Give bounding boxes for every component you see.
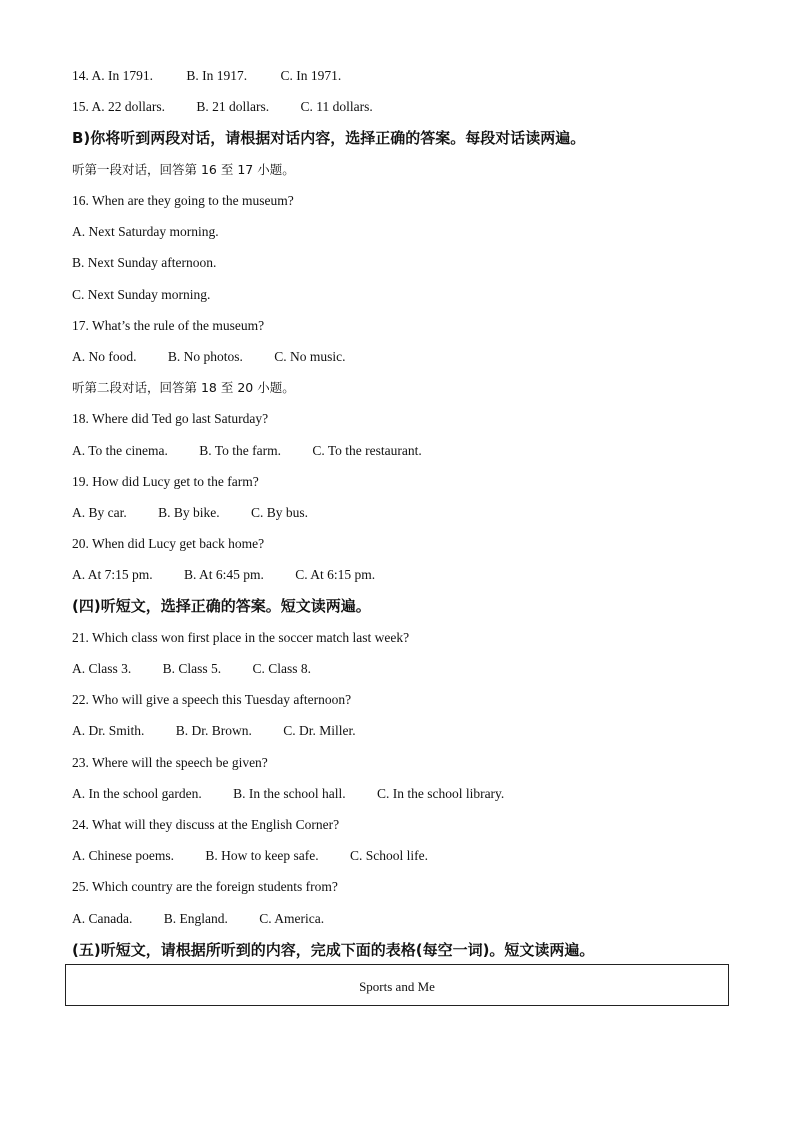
option-a: A. Chinese poems. — [72, 848, 174, 863]
question-text: 20. When did Lucy get back home? — [72, 536, 265, 551]
option-a: A. By car. — [72, 505, 127, 520]
question-options — [72, 442, 422, 460]
section-heading: (五)听短文，请根据所听到的内容，完成下面的表格(每空一词)。短文读两遍。 — [72, 941, 595, 959]
option-c: C. In the school library. — [376, 786, 505, 801]
dialogue-instruction: 听第一段对话，回答第 16 至 17 小题。 — [72, 162, 295, 177]
option-b: B. To the farm. — [199, 443, 281, 458]
option-a: A. At 7:15 pm. — [72, 567, 153, 582]
question-text: 23. Where will the speech be given? — [72, 755, 268, 770]
question-text: 24. What will they discuss at the English Corner? — [72, 817, 340, 832]
question-text: 25. Which country are the foreign students from? — [72, 879, 338, 894]
option-a: 14. A. In 1791. — [72, 68, 153, 83]
option-b: B. England. — [163, 911, 228, 926]
option-a: A. Dr. Smith. — [72, 723, 145, 738]
option-a: A. Next Saturday morning. — [72, 224, 219, 239]
section-heading: (四)听短文，选择正确的答案。短文读两遍。 — [72, 597, 371, 615]
option-c: C. 11 dollars. — [300, 99, 373, 114]
question-options — [72, 504, 308, 522]
option-a: A. Canada. — [72, 911, 133, 926]
question-text: 16. When are they going to the museum? — [72, 193, 294, 208]
option-b: B. No photos. — [167, 349, 243, 364]
option-a: A. No food. — [72, 349, 137, 364]
option-b: B. Dr. Brown. — [175, 723, 252, 738]
question-options — [72, 67, 341, 85]
option-b: B. In 1917. — [186, 68, 248, 83]
option-c: C. Dr. Miller. — [283, 723, 356, 738]
option-c: C. To the restaurant. — [312, 443, 422, 458]
option-c: C. America. — [259, 911, 325, 926]
question-options — [72, 348, 346, 366]
option-a: 15. A. 22 dollars. — [72, 99, 165, 114]
section-heading: B)你将听到两段对话，请根据对话内容，选择正确的答案。每段对话读两遍。 — [72, 129, 586, 147]
question-text: 21. Which class won first place in the soccer match last week? — [72, 630, 410, 645]
option-b: B. Class 5. — [162, 661, 222, 676]
option-c: C. By bus. — [251, 505, 309, 520]
dialogue-instruction: 听第二段对话，回答第 18 至 20 小题。 — [72, 380, 295, 395]
option-b: B. 21 dollars. — [196, 99, 270, 114]
option-c: C. Class 8. — [252, 661, 312, 676]
option-c: C. At 6:15 pm. — [295, 567, 376, 582]
question-options — [72, 847, 428, 865]
option-c: C. In 1971. — [280, 68, 342, 83]
question-text: 22. Who will give a speech this Tuesday afternoon? — [72, 692, 352, 707]
option-b: B. By bike. — [158, 505, 220, 520]
question-options — [72, 785, 504, 803]
question-options — [72, 910, 324, 928]
question-text: 19. How did Lucy get to the farm? — [72, 474, 259, 489]
option-b: B. At 6:45 pm. — [184, 567, 264, 582]
table-title: Sports and Me — [359, 979, 435, 994]
option-a: A. To the cinema. — [72, 443, 168, 458]
question-options — [72, 566, 375, 584]
option-b: B. In the school hall. — [233, 786, 346, 801]
option-c: C. No music. — [274, 349, 346, 364]
question-options — [72, 722, 356, 740]
option-b: B. How to keep safe. — [205, 848, 319, 863]
question-options — [72, 660, 311, 678]
question-options — [72, 98, 373, 116]
option-c: C. Next Sunday morning. — [72, 287, 211, 302]
option-a: A. Class 3. — [72, 661, 132, 676]
answer-table — [65, 964, 729, 1006]
option-a: A. In the school garden. — [72, 786, 202, 801]
option-b: B. Next Sunday afternoon. — [72, 255, 217, 270]
option-c: C. School life. — [349, 848, 428, 863]
question-text: 18. Where did Ted go last Saturday? — [72, 411, 269, 426]
question-text: 17. What’s the rule of the museum? — [72, 318, 265, 333]
